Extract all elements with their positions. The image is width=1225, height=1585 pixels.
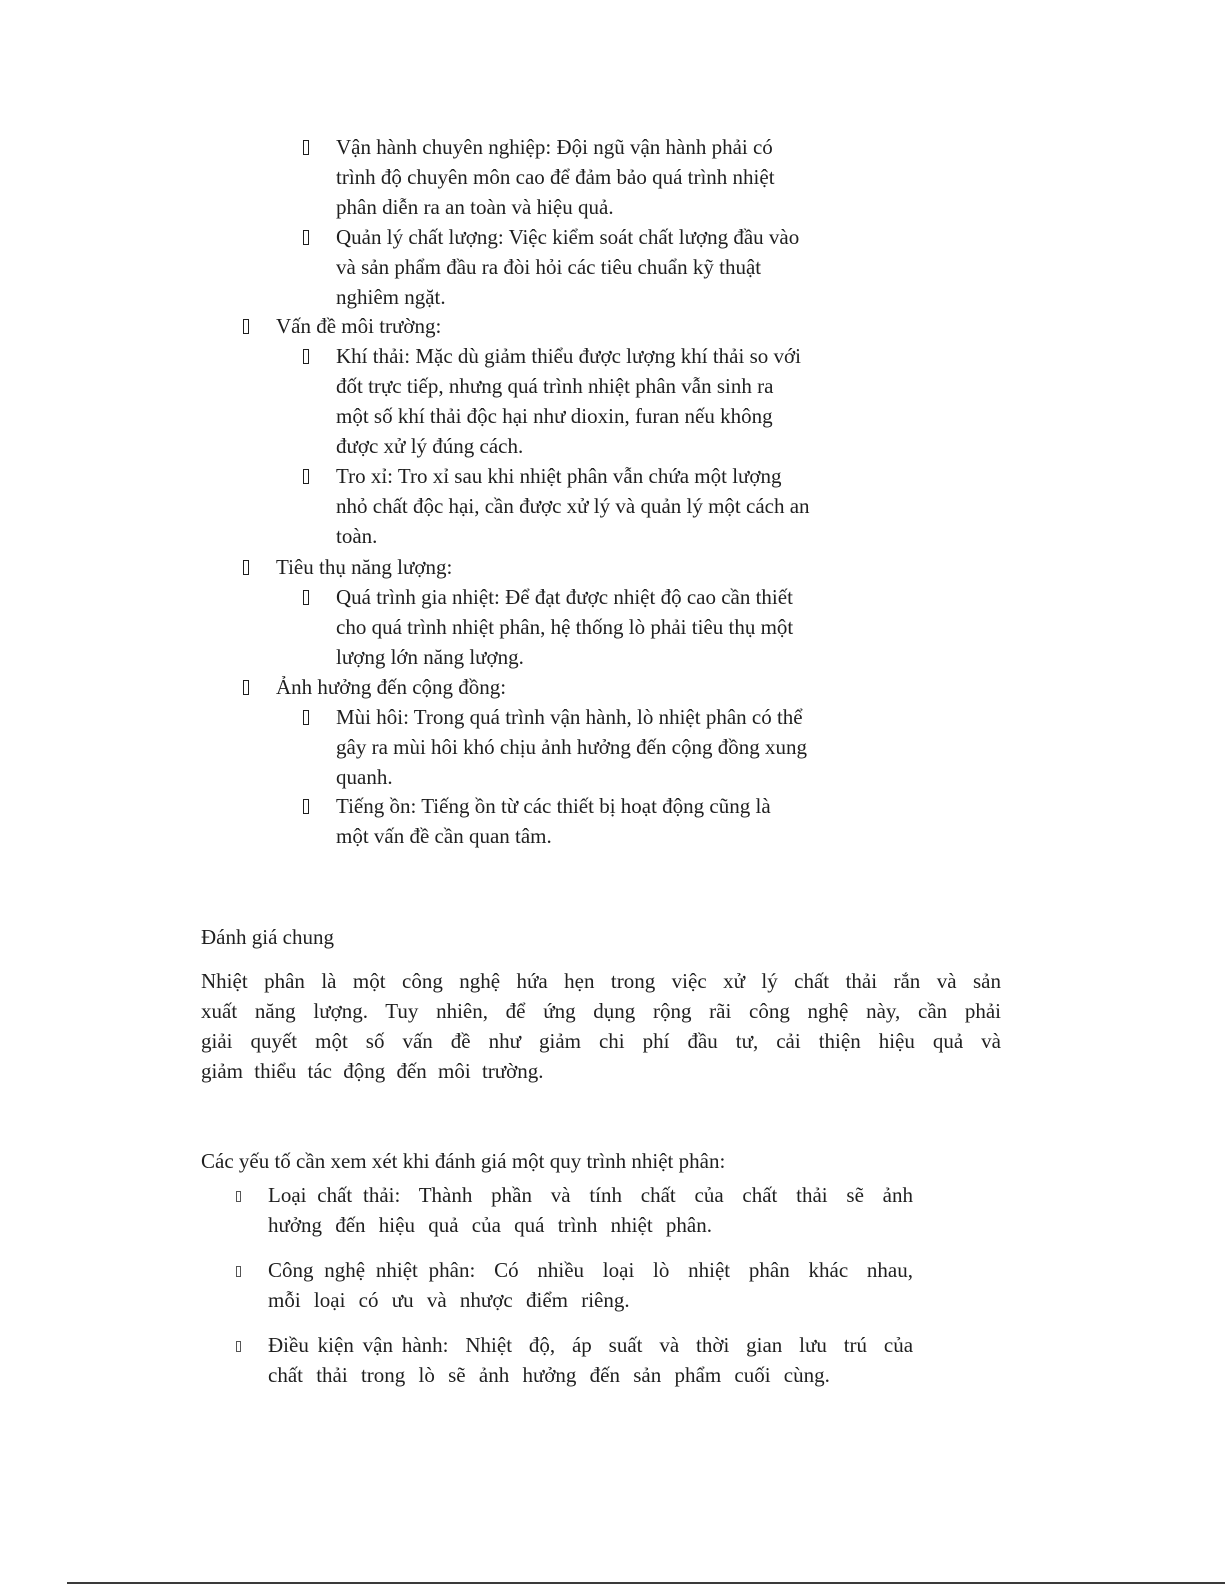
bullet-professional-operation [336,132,896,222]
bullet-line: được xử lý đúng cách. [336,434,524,458]
paragraph-line: giải quyết một số vấn đề như giảm chi phí đầu tư, cải thiện hiệu quả và [201,1029,1001,1053]
factor-line [268,1180,913,1210]
paragraph-line: xuất năng lượng. Tuy nhiên, để ứng dụng rộng rãi công nghệ này, cần phải [201,999,1001,1023]
bullet-line: toàn. [336,524,378,548]
factor-line [268,1255,913,1285]
factor-pyrolysis-technology [268,1255,913,1315]
paragraph-line: Nhiệt phân là một công nghệ hứa hẹn trong việc xử lý chất thải rắn và sản [201,969,1001,993]
bullet-line: quanh. [336,765,393,789]
section-heading: Đánh giá chung [201,925,334,949]
bullet-marker-icon [303,230,309,245]
bullet-title: Vấn đề môi trường: [276,314,442,338]
bullet-community-impact [276,672,896,702]
bullet-marker-icon [243,560,249,575]
factor-waste-type [268,1180,913,1240]
factor-line [268,1330,913,1360]
factor-text: Thành phần và tính chất của chất thải sẽ ảnh [418,1183,913,1207]
bullet-line: đốt trực tiếp, nhưng quá trình nhiệt phân vẫn sinh ra [336,374,774,398]
bullet-marker-icon [303,799,309,814]
bullet-heating-process [336,582,896,672]
factor-text: Có nhiều loại lò nhiệt phân khác nhau, [494,1258,913,1282]
bullet-marker-icon [236,1191,241,1202]
factor-term: Điều kiện vận hành: [268,1333,449,1357]
bullet-line: Quá trình gia nhiệt: Để đạt được nhiệt độ cao cần thiết [336,585,793,609]
factor-line: mỗi loại có ưu và nhược điểm riêng. [268,1288,630,1312]
bullet-odor [336,702,896,792]
bullet-energy-consumption [276,552,896,582]
bullet-line: Quản lý chất lượng: Việc kiểm soát chất lượng đầu vào [336,225,800,249]
bullet-marker-icon [303,140,309,155]
bullet-line: gây ra mùi hôi khó chịu ảnh hưởng đến cộng đồng xung [336,735,807,759]
bullet-line: trình độ chuyên môn cao để đảm bảo quá trình nhiệt [336,165,775,189]
bullet-line: một số khí thải độc hại như dioxin, furan nếu không [336,404,773,428]
factor-operating-conditions [268,1330,913,1390]
bullet-ash-slag [336,461,896,551]
bullet-line: Tiếng ồn: Tiếng ồn từ các thiết bị hoạt động cũng là [336,794,771,818]
bullet-title: Tiêu thụ năng lượng: [276,555,453,579]
bullet-marker-icon [303,349,309,364]
factor-term: Loại chất thải: [268,1183,401,1207]
bullet-quality-management [336,222,896,312]
bullet-marker-icon [236,1266,241,1277]
assessment-paragraph [201,966,1001,1086]
bullet-line: nhỏ chất độc hại, cần được xử lý và quản lý một cách an [336,494,810,518]
bullet-line: phân diễn ra an toàn và hiệu quả. [336,195,614,219]
bullet-line: Tro xỉ: Tro xỉ sau khi nhiệt phân vẫn chứa một lượng [336,464,782,488]
bullet-title: Ảnh hưởng đến cộng đồng: [276,675,507,699]
bullet-line: Mùi hôi: Trong quá trình vận hành, lò nhiệt phân có thể [336,705,803,729]
bullet-line: cho quá trình nhiệt phân, hệ thống lò phải tiêu thụ một [336,615,794,639]
page-bottom-divider [67,1582,1225,1584]
paragraph-line: giảm thiểu tác động đến môi trường. [201,1059,544,1083]
bullet-line: Vận hành chuyên nghiệp: Đội ngũ vận hành phải có [336,135,773,159]
bullet-line: nghiêm ngặt. [336,285,446,309]
bullet-marker-icon [303,710,309,725]
bullet-line: và sản phẩm đầu ra đòi hỏi các tiêu chuẩn kỹ thuật [336,255,762,279]
factors-intro: Các yếu tố cần xem xét khi đánh giá một quy trình nhiệt phân: [201,1149,726,1173]
factor-term: Công nghệ nhiệt phân: [268,1258,476,1282]
bullet-line: lượng lớn năng lượng. [336,645,524,669]
factor-line: hưởng đến hiệu quả của quá trình nhiệt phân. [268,1213,712,1237]
bullet-marker-icon [243,319,249,334]
bullet-environment [276,311,896,341]
bullet-noise [336,791,896,851]
factor-text: Nhiệt độ, áp suất và thời gian lưu trú của [465,1333,914,1357]
bullet-marker-icon [303,469,309,484]
bullet-marker-icon [303,590,309,605]
bullet-emissions [336,341,896,461]
factor-line: chất thải trong lò sẽ ảnh hưởng đến sản phẩm cuối cùng. [268,1363,830,1387]
bullet-marker-icon [243,680,249,695]
bullet-line: Khí thải: Mặc dù giảm thiểu được lượng khí thải so với [336,344,801,368]
bullet-line: một vấn đề cần quan tâm. [336,824,552,848]
bullet-marker-icon [236,1341,241,1352]
